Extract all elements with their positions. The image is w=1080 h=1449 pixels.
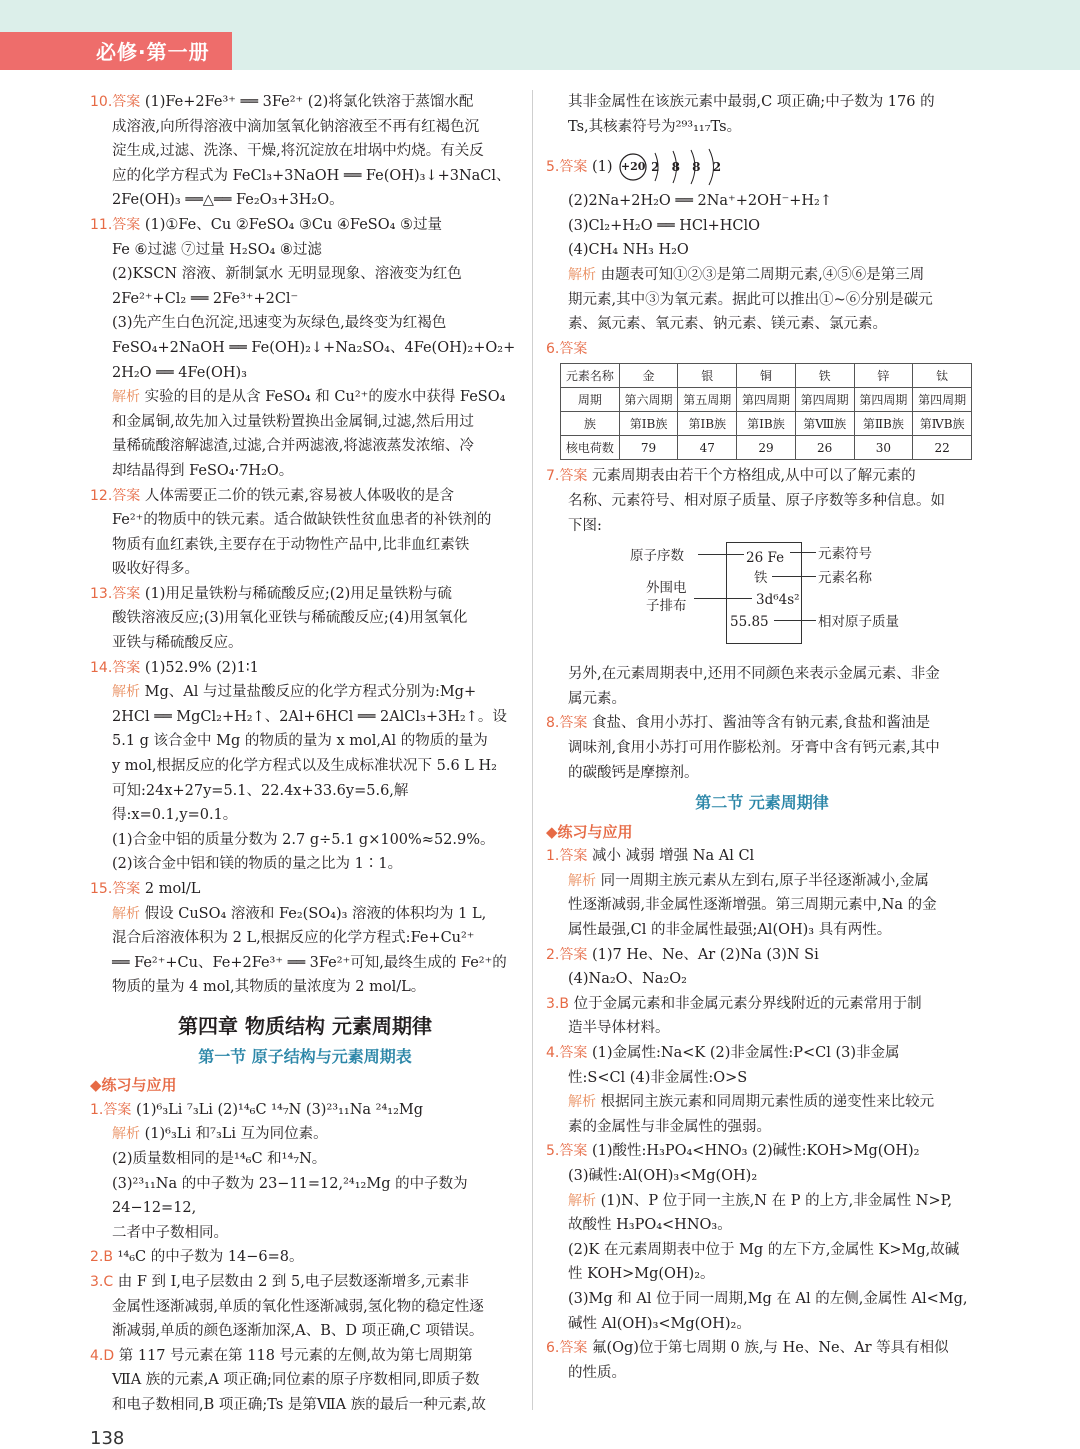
- answer-label: 8.答案: [546, 715, 588, 732]
- page-number: 138: [90, 1428, 125, 1449]
- table-cell: 铁: [795, 364, 854, 388]
- text-line: 渐减弱,单质的颜色逐渐加深,A、B、D 项正确,C 项错误。: [112, 1323, 484, 1340]
- answer-label: 6.答案: [546, 1340, 588, 1357]
- text-line: ══ Fe²⁺+Cu、Fe+2Fe³⁺ ══ 3Fe²⁺可知,最终生成的 Fe²⁺的: [112, 954, 507, 971]
- text-line: 调味剂,食用小苏打可用作膨松剂。牙膏中含有钙元素,其中: [568, 739, 940, 756]
- text-line: 素的金属性与非金属性的强弱。: [568, 1118, 771, 1135]
- label-outer-electron: 外围电: [646, 580, 687, 597]
- text-line: 根据同主族元素和同周期元素性质的递变性来比较元: [600, 1094, 935, 1111]
- analysis-label: 解析: [112, 1126, 140, 1143]
- text-line: 下图:: [568, 517, 602, 534]
- text-line: (1)①Fe、Cu ②FeSO₄ ③Cu ④FeSO₄ ⑤过量: [144, 216, 443, 233]
- analysis-label: 解析: [568, 1192, 596, 1209]
- right-column: [546, 90, 978, 1385]
- text-line: 成溶液,向所得溶液中滴加氢氧化钠溶液至不再有红褐色沉: [112, 118, 480, 135]
- table-cell: 第ⅡB族: [854, 412, 913, 436]
- text-line: 应的化学方程式为 FeCl₃+3NaOH ══ Fe(OH)₃↓+3NaCl、: [112, 167, 511, 184]
- text-line: (3)Mg 和 Al 位于同一周期,Mg 在 Al 的左侧,金属性 Al<Mg,: [568, 1290, 968, 1307]
- table-row: [561, 388, 972, 412]
- text-line: (2)2Na+2H₂O ══ 2Na⁺+2OH⁻+H₂↑: [568, 193, 833, 210]
- text-line: (4)Na₂O、Na₂O₂: [568, 971, 687, 988]
- text-line: (2)KSCN 溶液、新制氯水 无明显现象、溶液变为红色: [112, 266, 462, 283]
- text-line: 2HCl ══ MgCl₂+H₂↑、2Al+6HCl ══ 2AlCl₃+3H₂↑。设: [112, 708, 507, 725]
- table-cell: 族: [561, 412, 620, 436]
- text-line: (2)该合金中铝和镁的物质的量之比为 1∶1。: [112, 856, 403, 873]
- answer-5: [546, 145, 978, 337]
- label-atomic-mass: 相对原子质量: [818, 614, 899, 631]
- text-line: 食盐、食用小苏打、酱油等含有钠元素,食盐和酱油是: [591, 715, 931, 732]
- s1-answer-4: [90, 1344, 520, 1418]
- leader-line: [694, 598, 752, 599]
- section-title: 第二节 元素周期律: [695, 793, 829, 813]
- table-cell: 金: [619, 364, 678, 388]
- text-line: (1)用足量铁粉与稀硫酸反应;(2)用足量铁粉与硫: [144, 585, 452, 602]
- text-line: (3)²³₁₁Na 的中子数为 23−11=12,²⁴₁₂Mg 的中子数为 24−12=12,: [112, 1175, 468, 1217]
- text-line: 2Fe(OH)₃ ══△══ Fe₂O₃+3H₂O。: [112, 192, 344, 209]
- text-line: 其非金属性在该族元素中最弱,C 项正确;中子数为 176 的: [568, 94, 935, 110]
- table-cell: 第ⅠB族: [619, 412, 678, 436]
- s1-answer-1: [90, 1098, 520, 1246]
- text-line: 名称、元素符号、相对原子质量、原子序数等多种信息。如: [568, 492, 945, 509]
- text-line: (3)先产生白色沉淀,迅速变为灰绿色,最终变为红褐色: [112, 315, 447, 332]
- s2-answer-6: [546, 1336, 978, 1385]
- answer-label: 12.答案: [90, 487, 141, 504]
- text-line: (1)52.9% (2)1∶1: [144, 659, 259, 676]
- answer-label: 3.C: [90, 1273, 114, 1290]
- text-line: y mol,根据反应的化学方程式以及生成标准状况下 5.6 L H₂: [112, 758, 497, 775]
- answer-13: [90, 582, 520, 656]
- text-line: 吸收好得多。: [112, 561, 199, 578]
- answer-7: [546, 464, 978, 711]
- analysis-label: 解析: [568, 1094, 596, 1111]
- element-table: [560, 363, 972, 460]
- text-line: ⅦA 族的元素,A 项正确;同位素的原子序数相同,即质子数: [112, 1372, 480, 1389]
- answer-label: 5.答案: [546, 1143, 588, 1160]
- table-cell: 79: [619, 436, 678, 460]
- table-cell: 第五周期: [678, 388, 737, 412]
- analysis-label: 解析: [568, 872, 596, 889]
- answer-label: 14.答案: [90, 659, 141, 676]
- table-row: [561, 412, 972, 436]
- label-atomic-number: 原子序数: [630, 548, 684, 565]
- table-cell: 第四周期: [795, 388, 854, 412]
- answer-label: 2.B: [90, 1249, 113, 1266]
- table-cell: 30: [854, 436, 913, 460]
- table-cell: 第Ⅷ族: [795, 412, 854, 436]
- text-line: 可知:24x+27y=5.1、22.4x+33.6y=5.6,解得:x=0.1,y=0.1。: [112, 782, 409, 824]
- s2-answer-1: [546, 844, 978, 942]
- text-line: (1)⁶₃Li ⁷₃Li (2)¹⁴₆C ¹⁴₇N (3)²³₁₁Na ²⁴₁₂Mg: [135, 1101, 424, 1118]
- table-cell: 银: [678, 364, 737, 388]
- table-cell: 第四周期: [913, 388, 972, 412]
- table-cell: 铜: [737, 364, 796, 388]
- text-line: (1)酸性:H₃PO₄<HNO₃ (2)碱性:KOH>Mg(OH)₂: [591, 1143, 920, 1160]
- table-cell: 第ⅣB族: [913, 412, 972, 436]
- answer-8: [546, 711, 978, 785]
- text-line: 混合后溶液体积为 2 L,根据反应的化学方程式:Fe+Cu²⁺: [112, 930, 475, 947]
- text-line: 属性最强,Cl 的非金属性最强;Al(OH)₃ 具有两性。: [568, 922, 892, 939]
- text-line: 假设 CuSO₄ 溶液和 Fe₂(SO₄)₃ 溶液的体积均为 1 L,: [144, 905, 487, 922]
- element-cell-diagram: [546, 540, 978, 658]
- text-line: 第 117 号元素在第 118 号元素的左侧,故为第七周期第: [118, 1347, 473, 1364]
- text-line: 故酸性 H₃PO₄<HNO₃。: [568, 1217, 732, 1234]
- cell-atomic-symbol: 26 Fe: [746, 550, 785, 567]
- answer-label: 15.答案: [90, 881, 141, 897]
- text-line: 2H₂O ══ 4Fe(OH)₃: [112, 364, 247, 381]
- text-line: Ts,其核素符号为²⁹³₁₁₇Ts。: [568, 118, 742, 135]
- s2-answer-2: [546, 943, 978, 992]
- analysis-label: 解析: [112, 389, 140, 406]
- text-line: (4)CH₄ NH₃ H₂O: [568, 242, 689, 259]
- text-line: 酸铁溶液反应;(3)用氧化亚铁与稀硫酸反应;(4)用氢氧化: [112, 610, 468, 627]
- text-line: 2 mol/L: [144, 881, 201, 897]
- text-line: 5.1 g 该合金中 Mg 的物质的量为 x mol,Al 的物质的量为: [112, 733, 488, 750]
- text-line: (1)7 He、Ne、Ar (2)Na (3)N Si: [591, 946, 819, 963]
- text-line: 的碳酸钙是摩擦剂。: [568, 764, 699, 781]
- text-line: 元素周期表由若干个方格组成,从中可以了解元素的: [591, 468, 916, 485]
- leader-line: [774, 620, 816, 621]
- answer-label: 7.答案: [546, 468, 588, 485]
- leader-line: [772, 576, 816, 577]
- section-title: 第一节 原子结构与元素周期表: [198, 1046, 412, 1066]
- practice-heading: ◆练习与应用: [546, 822, 633, 841]
- table-cell: 第ⅠB族: [737, 412, 796, 436]
- text-line: 另外,在元素周期表中,还用不同颜色来表示金属元素、非金: [568, 666, 940, 683]
- text-line: Fe ⑥过滤 ⑦过量 H₂SO₄ ⑧过滤: [112, 241, 322, 258]
- table-cell: 锌: [854, 364, 913, 388]
- label-element-name: 元素名称: [818, 570, 872, 587]
- text-line: 减小 减弱 增强 Na Al Cl: [591, 848, 755, 865]
- s2-answer-4: [546, 1041, 978, 1139]
- answer-label: 3.B: [546, 995, 569, 1012]
- text-line: 和电子数相同,B 项正确;Ts 是第ⅦA 族的最后一种元素,故: [112, 1396, 486, 1413]
- table-row: [561, 364, 972, 388]
- table-cell: 第四周期: [854, 388, 913, 412]
- text-line: 物质的量为 4 mol,其物质的量浓度为 2 mol/L。: [112, 979, 426, 996]
- answer-label: 5.答案: [546, 159, 588, 176]
- answer-label: 13.答案: [90, 585, 141, 602]
- text-line: 的性质。: [568, 1364, 626, 1381]
- text-line: (3)碱性:Al(OH)₃<Mg(OH)₂: [568, 1168, 758, 1184]
- s1-answer-3: [90, 1270, 520, 1344]
- s2-answer-3: [546, 992, 978, 1041]
- table-cell: 核电荷数: [561, 436, 620, 460]
- text-line: (2)质量数相同的是¹⁴₆C 和¹⁴₇N。: [112, 1150, 327, 1167]
- cell-element-name: 铁: [754, 570, 768, 587]
- answer-label: 10.答案: [90, 94, 141, 110]
- cell-electron-config: 3d⁶4s²: [756, 592, 800, 609]
- column-divider: [532, 90, 533, 1410]
- table-cell: 22: [913, 436, 972, 460]
- answer-label: 11.答案: [90, 216, 141, 233]
- text-line: 性 KOH>Mg(OH)₂。: [568, 1266, 715, 1283]
- text-line: 造半导体材料。: [568, 1020, 670, 1037]
- atom-structure-diagram: [617, 147, 727, 187]
- answer-label: 6.答案: [546, 340, 588, 357]
- answer-11: [90, 213, 520, 484]
- answer-label: 1.答案: [90, 1101, 132, 1118]
- answer-label: 2.答案: [546, 946, 588, 963]
- s2-answer-5: [546, 1139, 978, 1336]
- text-line: 性:S<Cl (4)非金属性:O>S: [568, 1069, 748, 1086]
- text-line: 氟(Og)位于第七周期 0 族,与 He、Ne、Ar 等具有相似: [591, 1340, 949, 1357]
- table-cell: 29: [737, 436, 796, 460]
- text-line: (3)Cl₂+H₂O ══ HCl+HClO: [568, 217, 761, 234]
- text-line: 亚铁与稀硫酸反应。: [112, 635, 243, 652]
- text-line: 期元素,其中③为氧元素。据此可以推出①~⑥分别是碳元: [568, 291, 933, 308]
- text-line: 属元素。: [568, 690, 626, 707]
- text-line: FeSO₄+2NaOH ══ Fe(OH)₂↓+Na₂SO₄、4Fe(OH)₂+O₂+: [112, 339, 516, 356]
- leader-line: [698, 554, 744, 555]
- text-line: (1)N、P 位于同一主族,N 在 P 的上方,非金属性 N>P,: [600, 1192, 953, 1209]
- text-line: (1): [591, 159, 613, 176]
- analysis-label: 解析: [112, 684, 140, 701]
- table-cell: 47: [678, 436, 737, 460]
- label-element-symbol: 元素符号: [818, 546, 872, 563]
- book-tag: [0, 32, 232, 70]
- answer-label: 4.答案: [546, 1045, 588, 1062]
- text-line: 物质有血红素铁,主要存在于动物性产品中,比非血红素铁: [112, 536, 470, 553]
- table-cell: 26: [795, 436, 854, 460]
- table-cell: 第六周期: [619, 388, 678, 412]
- answer-14: [90, 656, 520, 877]
- text-line: 碱性 Al(OH)₃<Mg(OH)₂。: [568, 1315, 751, 1332]
- analysis-label: 解析: [568, 266, 596, 283]
- s1-answer-2: [90, 1245, 520, 1270]
- book-tag-label: 必修·第一册: [96, 40, 210, 64]
- text-line: 性逐渐减弱,非金属性逐渐增强。第三周期元素中,Na 的金: [568, 897, 937, 914]
- text-line: 素、氮元素、氧元素、钠元素、镁元素、氯元素。: [568, 316, 887, 333]
- table-cell: 第四周期: [737, 388, 796, 412]
- table-cell: 钛: [913, 364, 972, 388]
- text-line: (1)合金中铝的质量分数为 2.7 g÷5.1 g×100%≈52.9%。: [112, 831, 495, 848]
- text-line: 由 F 到 I,电子层数由 2 到 5,电子层数逐渐增多,元素非: [117, 1273, 469, 1290]
- text-line: 和金属铜,故先加入过量铁粉置换出金属铜,过滤,然后用过: [112, 413, 474, 430]
- text-line: 二者中子数相同。: [112, 1224, 228, 1241]
- text-line: 淀生成,过滤、洗涤、干燥,将沉淀放在坩埚中灼烧。有关反: [112, 143, 484, 160]
- answer-10: [90, 90, 520, 213]
- text-line: 实验的目的是从含 FeSO₄ 和 Cu²⁺的废水中获得 FeSO₄: [144, 389, 506, 406]
- text-line: 金属性逐渐减弱,单质的氧化性逐渐减弱,氢化物的稳定性逐: [112, 1298, 484, 1315]
- shell-electrons: 2 8 8 2: [651, 160, 726, 175]
- table-cell: 元素名称: [561, 364, 620, 388]
- chapter-title: 第四章 物质结构 元素周期律: [178, 1013, 432, 1038]
- label-outer-electron-2: 子排布: [646, 598, 687, 615]
- text-line: (2)K 在元素周期表中位于 Mg 的左下方,金属性 K>Mg,故碱: [568, 1241, 960, 1258]
- table-row: [561, 436, 972, 460]
- text-line: (1)Fe+2Fe³⁺ ══ 3Fe²⁺ (2)将氯化铁溶于蒸馏水配: [144, 94, 474, 110]
- text-line: ¹⁴₆C 的中子数为 14−6=8。: [117, 1249, 304, 1266]
- answer-label: 4.D: [90, 1347, 115, 1364]
- left-column: [90, 90, 520, 1417]
- text-line: 由题表可知①②③是第二周期元素,④⑤⑥是第三周: [600, 266, 925, 283]
- text-line: (1)⁶₃Li 和⁷₃Li 互为同位素。: [144, 1126, 328, 1143]
- cell-atomic-mass: 55.85: [730, 614, 769, 631]
- text-line: 位于金属元素和非金属元素分界线附近的元素常用于制: [573, 995, 922, 1012]
- text-line: 2Fe²⁺+Cl₂ ══ 2Fe³⁺+2Cl⁻: [112, 290, 299, 307]
- leader-line: [790, 552, 816, 553]
- text-line: (1)金属性:Na<K (2)非金属性:P<Cl (3)非金属: [591, 1045, 900, 1062]
- practice-heading: ◆练习与应用: [90, 1076, 177, 1095]
- analysis-label: 解析: [112, 905, 140, 922]
- answer-15: [90, 877, 520, 1000]
- answer-12: [90, 484, 520, 582]
- text-line: 量稀硫酸溶解滤渣,过滤,合并两滤液,将滤液蒸发浓缩、冷: [112, 438, 474, 455]
- answer-label: 1.答案: [546, 848, 588, 865]
- table-cell: 第ⅠB族: [678, 412, 737, 436]
- table-cell: 周期: [561, 388, 620, 412]
- text-line: 却结晶得到 FeSO₄·7H₂O。: [112, 462, 294, 479]
- nucleus-charge: +20: [620, 160, 646, 174]
- answer-6: [546, 337, 978, 461]
- text-line: Fe²⁺的物质中的铁元素。适合做缺铁性贫血患者的补铁剂的: [112, 512, 492, 529]
- text-line: 同一周期主族元素从左到右,原子半径逐渐减小,金属: [600, 872, 929, 889]
- text-line: 人体需要正二价的铁元素,容易被人体吸收的是含: [144, 487, 454, 504]
- text-line: Mg、Al 与过量盐酸反应的化学方程式分别为:Mg+: [144, 684, 477, 701]
